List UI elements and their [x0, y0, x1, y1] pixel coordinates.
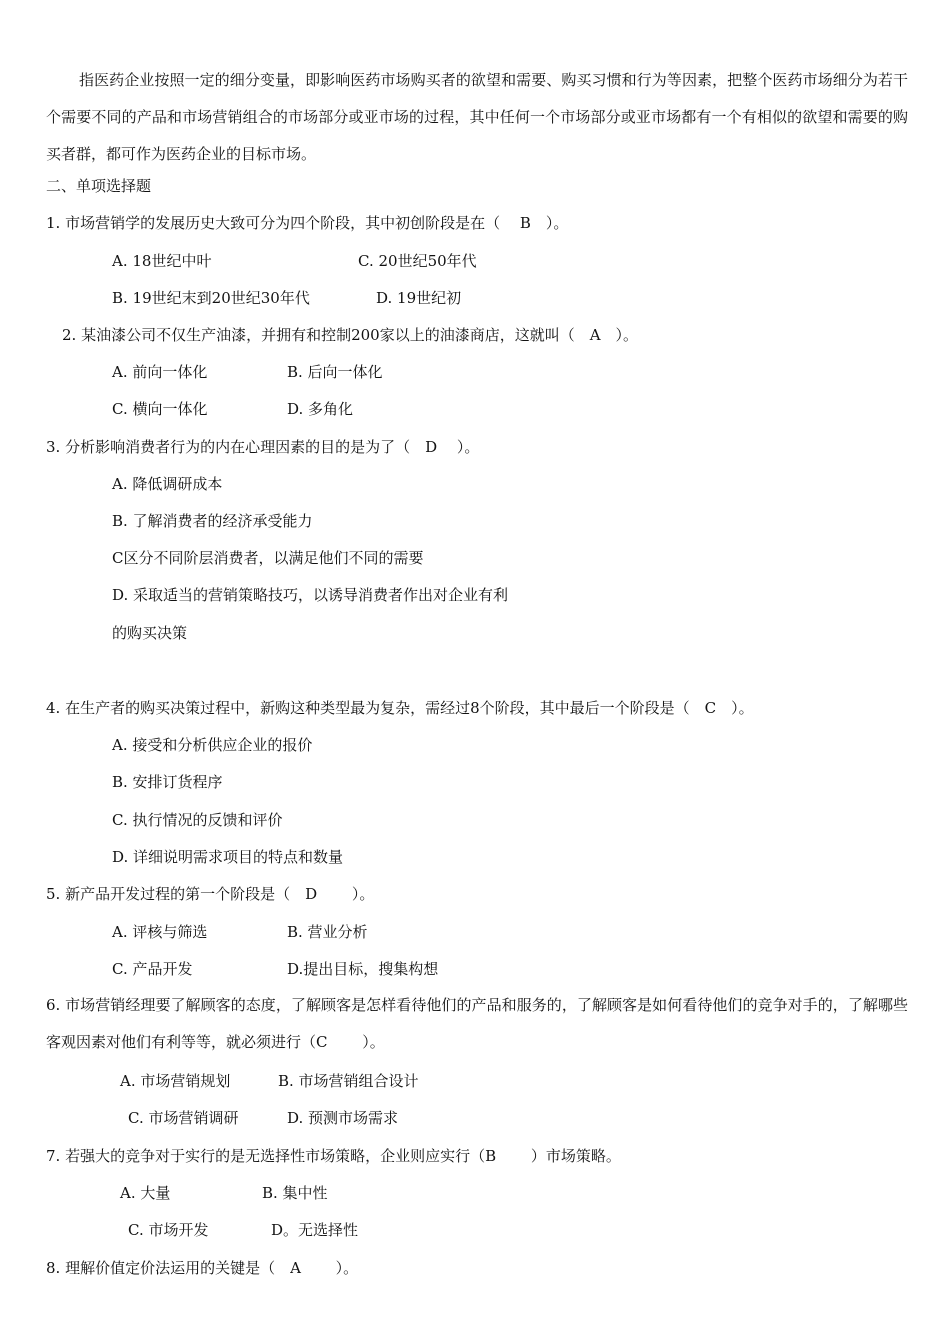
question-5-option-a: A. 评核与筛选 — [112, 923, 208, 941]
question-4-stem: 4. 在生产者的购买决策过程中，新购这种类型最为复杂，需经过8个阶段，其中最后一个阶段是（ C ）。 — [46, 699, 754, 717]
question-3-option-d-continued: 的购买决策 — [112, 624, 188, 642]
question-4-option-c: C. 执行情况的反馈和评价 — [112, 811, 283, 829]
question-5-option-c: C. 产品开发 — [112, 960, 193, 978]
question-2-option-b: B. 后向一体化 — [287, 363, 383, 381]
question-6-option-d: D. 预测市场需求 — [287, 1109, 399, 1127]
question-1-option-b: B. 19世纪末到20世纪30年代 — [112, 289, 310, 307]
question-7-stem: 7. 若强大的竞争对于实行的是无选择性市场策略，企业则应实行（B ）市场策略。 — [46, 1147, 621, 1165]
question-4-option-d: D. 详细说明需求项目的特点和数量 — [112, 848, 344, 866]
question-2-option-a: A. 前向一体化 — [112, 363, 208, 381]
question-6-option-c: C. 市场营销调研 — [128, 1109, 239, 1127]
question-6-option-a: A. 市场营销规划 — [120, 1072, 231, 1090]
question-2-option-c: C. 横向一体化 — [112, 400, 208, 418]
question-6-stem: 6. 市场营销经理要了解顾客的态度，了解顾客是怎样看待他们的产品和服务的，了解顾客是如何看待他们的竞争对手的，了解哪些客观因素对他们有利等等，就必须进行（C ）。 — [46, 996, 908, 1051]
question-7-option-b: B. 集中性 — [262, 1184, 328, 1202]
question-3-option-a: A. 降低调研成本 — [112, 475, 223, 493]
question-4-option-b: B. 安排订货程序 — [112, 773, 223, 791]
question-6-option-b: B. 市场营销组合设计 — [278, 1072, 419, 1090]
question-5-option-d: D.提出目标，搜集构想 — [287, 960, 439, 978]
question-3-stem: 3. 分析影响消费者行为的内在心理因素的目的是为了（ D ）。 — [46, 438, 480, 456]
question-5-stem: 5. 新产品开发过程的第一个阶段是（ D ）。 — [46, 885, 375, 903]
question-2-option-d: D. 多角化 — [287, 400, 354, 418]
question-3-option-b: B. 了解消费者的经济承受能力 — [112, 512, 313, 530]
question-4-option-a: A. 接受和分析供应企业的报价 — [112, 736, 313, 754]
question-3-option-c: C区分不同阶层消费者，以满足他们不同的需要 — [112, 549, 424, 567]
question-1-option-c: C. 20世纪50年代 — [358, 252, 477, 270]
question-7-option-d: D。无选择性 — [271, 1221, 359, 1239]
question-7-option-c: C. 市场开发 — [128, 1221, 209, 1239]
question-5-option-b: B. 营业分析 — [287, 923, 368, 941]
section-heading: 二、单项选择题 — [46, 177, 152, 195]
question-8-stem: 8. 理解价值定价法运用的关键是（ A ）。 — [46, 1259, 359, 1277]
question-3-option-d: D. 采取适当的营销策略技巧，以诱导消费者作出对企业有利 — [112, 586, 509, 604]
question-2-stem: 2. 某油漆公司不仅生产油漆，并拥有和控制200家以上的油漆商店，这就叫（ A ）。 — [62, 326, 639, 344]
question-1-option-d: D. 19世纪初 — [376, 289, 462, 307]
question-1-stem: 1. 市场营销学的发展历史大致可分为四个阶段，其中初创阶段是在（ B ）。 — [46, 214, 569, 232]
question-7-option-a: A. 大量 — [120, 1184, 171, 1202]
question-1-option-a: A. 18世纪中叶 — [112, 252, 212, 270]
intro-paragraph: 指医药企业按照一定的细分变量，即影响医药市场购买者的欲望和需要、购买习惯和行为等因素，把整个医药市场细分为若干个需要不同的产品和市场营销组合的市场部分或亚市场的过程，其中任何一个市场部分或亚市场都有一个有相似的欲望和需要的购买者群，都可作为医药企业的目标市场。 — [46, 71, 908, 163]
